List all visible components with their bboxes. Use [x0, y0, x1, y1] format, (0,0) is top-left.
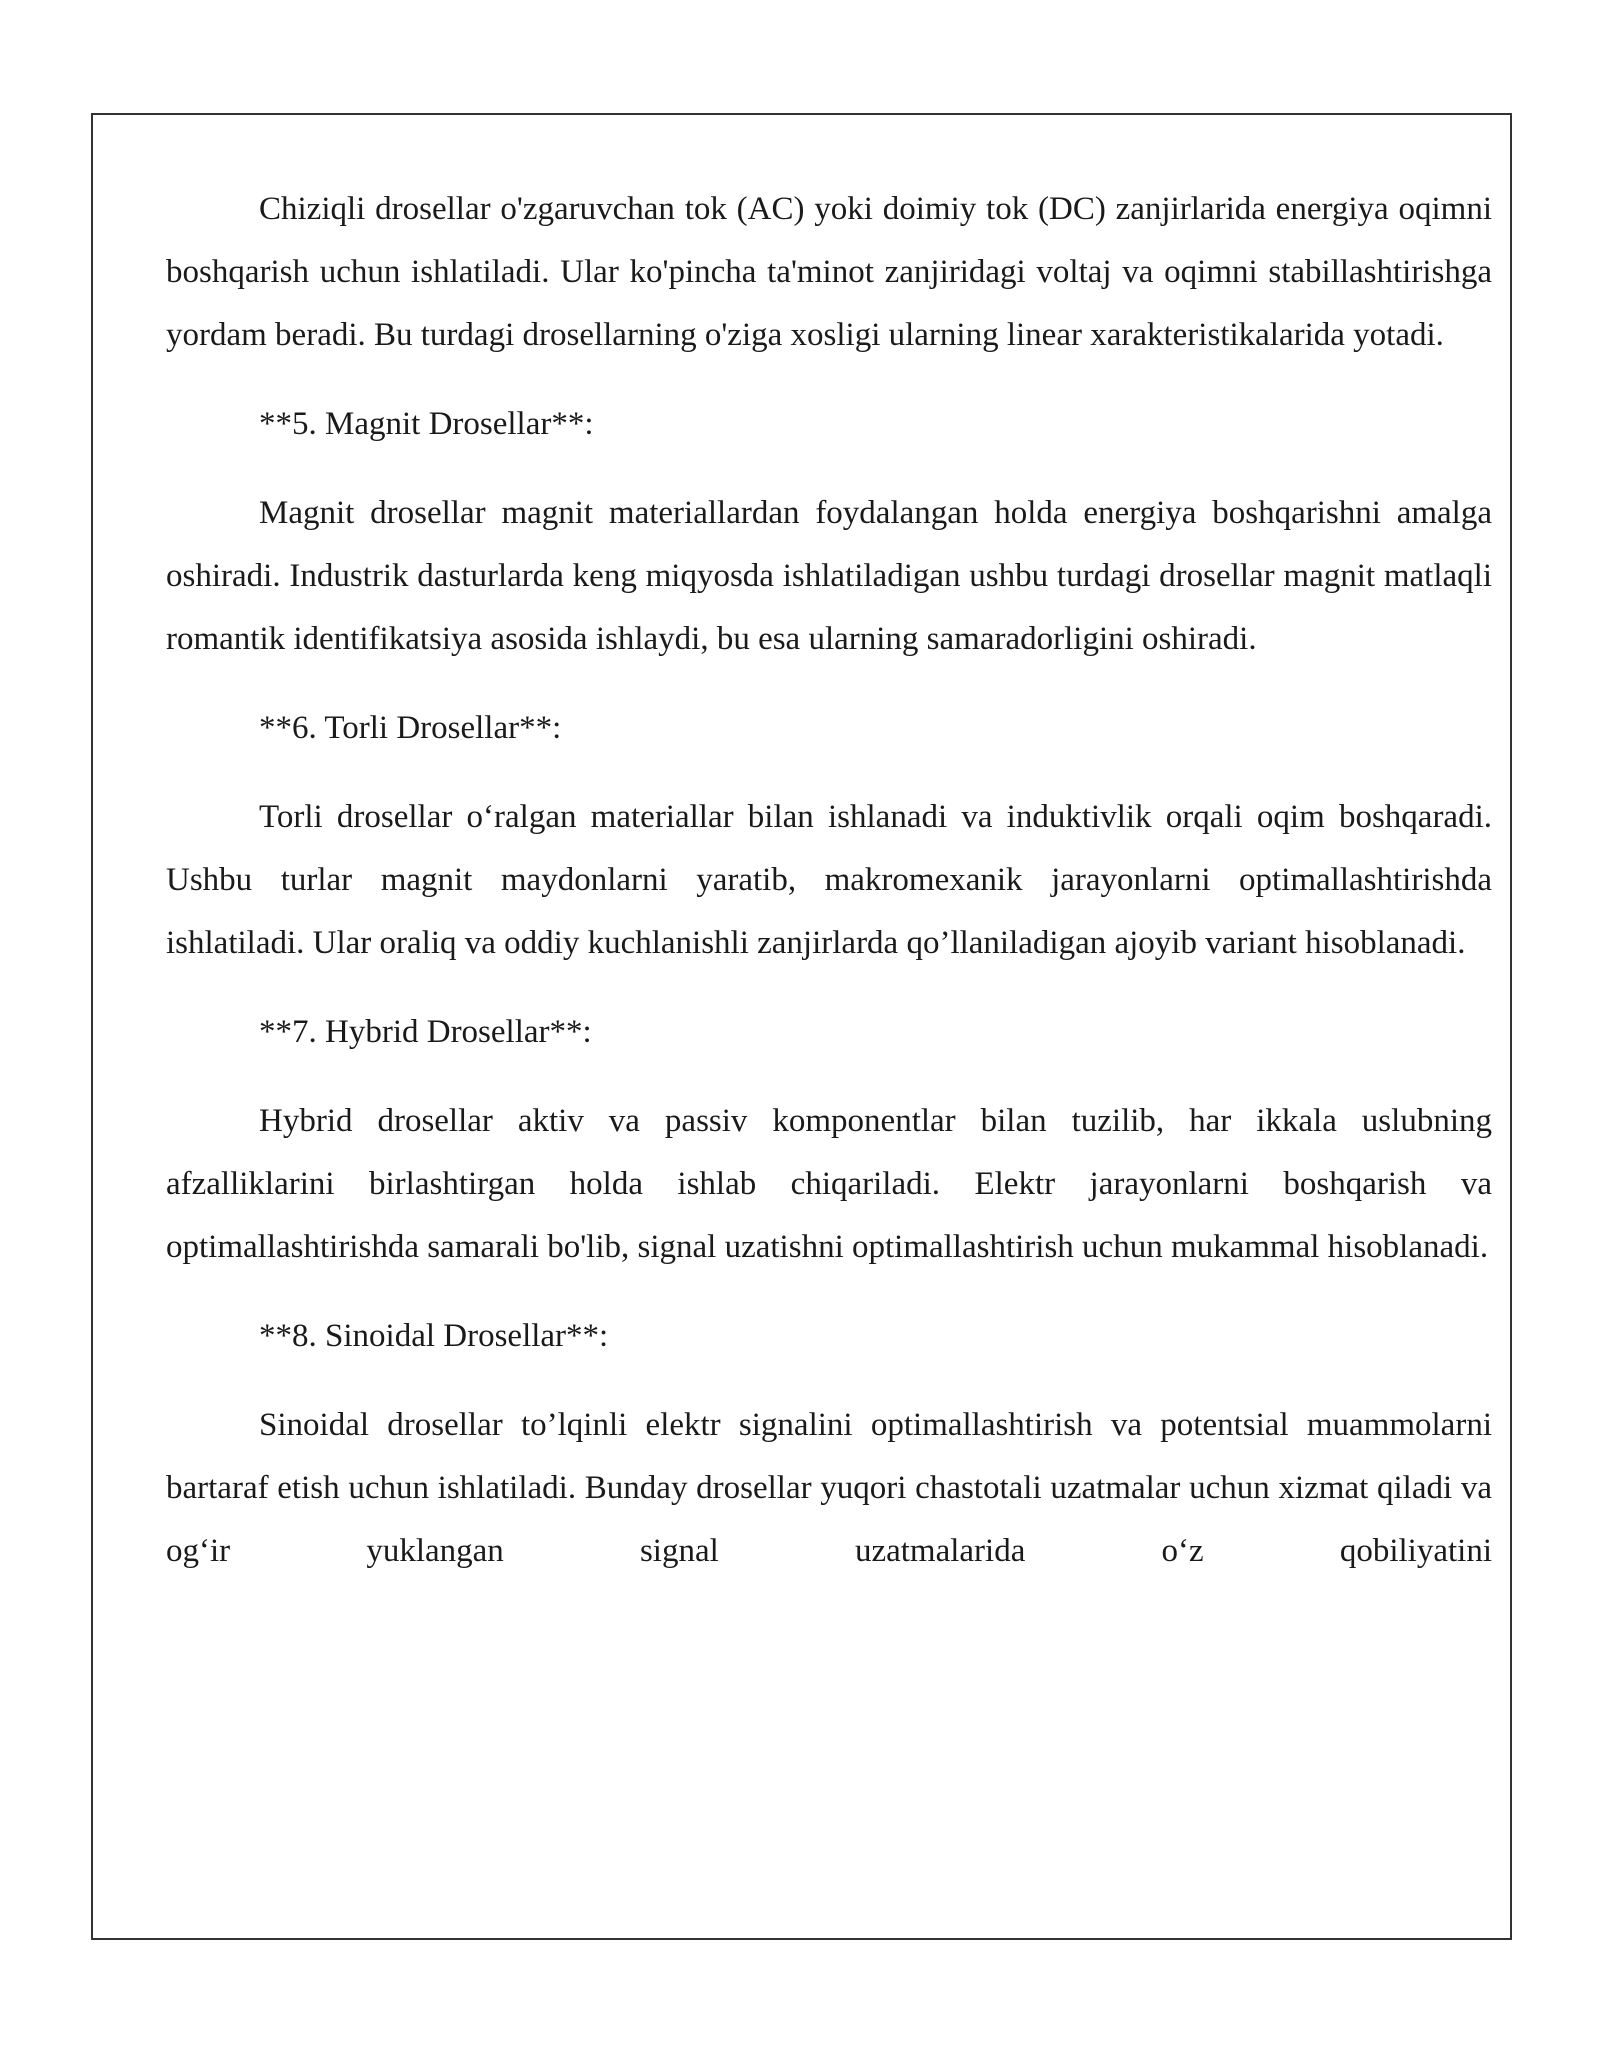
heading-hybrid-chokes: **7. Hybrid Drosellar**:: [259, 1014, 592, 1050]
paragraph-wound-chokes: Torli drosellar o‘ralgan materiallar bilan ishlanadi va induktivlik orqali oqim boshqaradi. Ushbu turlar magnit maydonlarni yaratib, makromexanik jarayonlarni optimallashtirishda ishlatiladi. Ular oraliq va oddiy kuchlanishli zanjirlarda qo’llaniladigan ajoyib variant hisoblanadi.: [166, 799, 1492, 961]
paragraph-linear-chokes: Chiziqli drosellar o'zgaruvchan tok (AC) yoki doimiy tok (DC) zanjirlarida energiya oqimni boshqarish uchun ishlatiladi. Ular ko'pincha ta'minot zanjiridagi voltaj va oqimni stabillashtirishga yordam beradi. Bu turdagi drosellarning o'ziga xosligi ularning linear xarakteristikalarida yotadi.: [166, 191, 1492, 353]
document-body: [166, 178, 1492, 1583]
paragraph-magnetic-chokes: Magnit drosellar magnit materiallardan foydalangan holda energiya boshqarishni amalga oshiradi. Industrik dasturlarda keng miqyosda ishlatiladigan ushbu turdagi drosellar magnit matlaqli romantik identifikatsiya asosida ishlaydi, bu esa ularning samaradorligini oshiradi.: [166, 495, 1492, 657]
heading-magnetic-chokes: **5. Magnit Drosellar**:: [259, 406, 594, 442]
heading-wound-chokes: **6. Torli Drosellar**:: [259, 710, 562, 746]
paragraph-hybrid-chokes: Hybrid drosellar aktiv va passiv komponentlar bilan tuzilib, har ikkala uslubning afzalliklarini birlashtirgan holda ishlab chiqariladi. Elektr jarayonlarni boshqarish va optimallashtirishda samarali bo'lib, signal uzatishni optimallashtirish uchun mukammal hisoblanadi.: [166, 1103, 1492, 1265]
heading-sinusoidal-chokes: **8. Sinoidal Drosellar**:: [259, 1318, 609, 1354]
paragraph-sinusoidal-chokes: Sinoidal drosellar to’lqinli elektr signalini optimallashtirish va potentsial muammolarni bartaraf etish uchun ishlatiladi. Bunday drosellar yuqori chastotali uzatmalar uchun xizmat qiladi va og‘ir yuklangan signal uzatmalarida o‘z qobiliyatini: [166, 1407, 1492, 1569]
